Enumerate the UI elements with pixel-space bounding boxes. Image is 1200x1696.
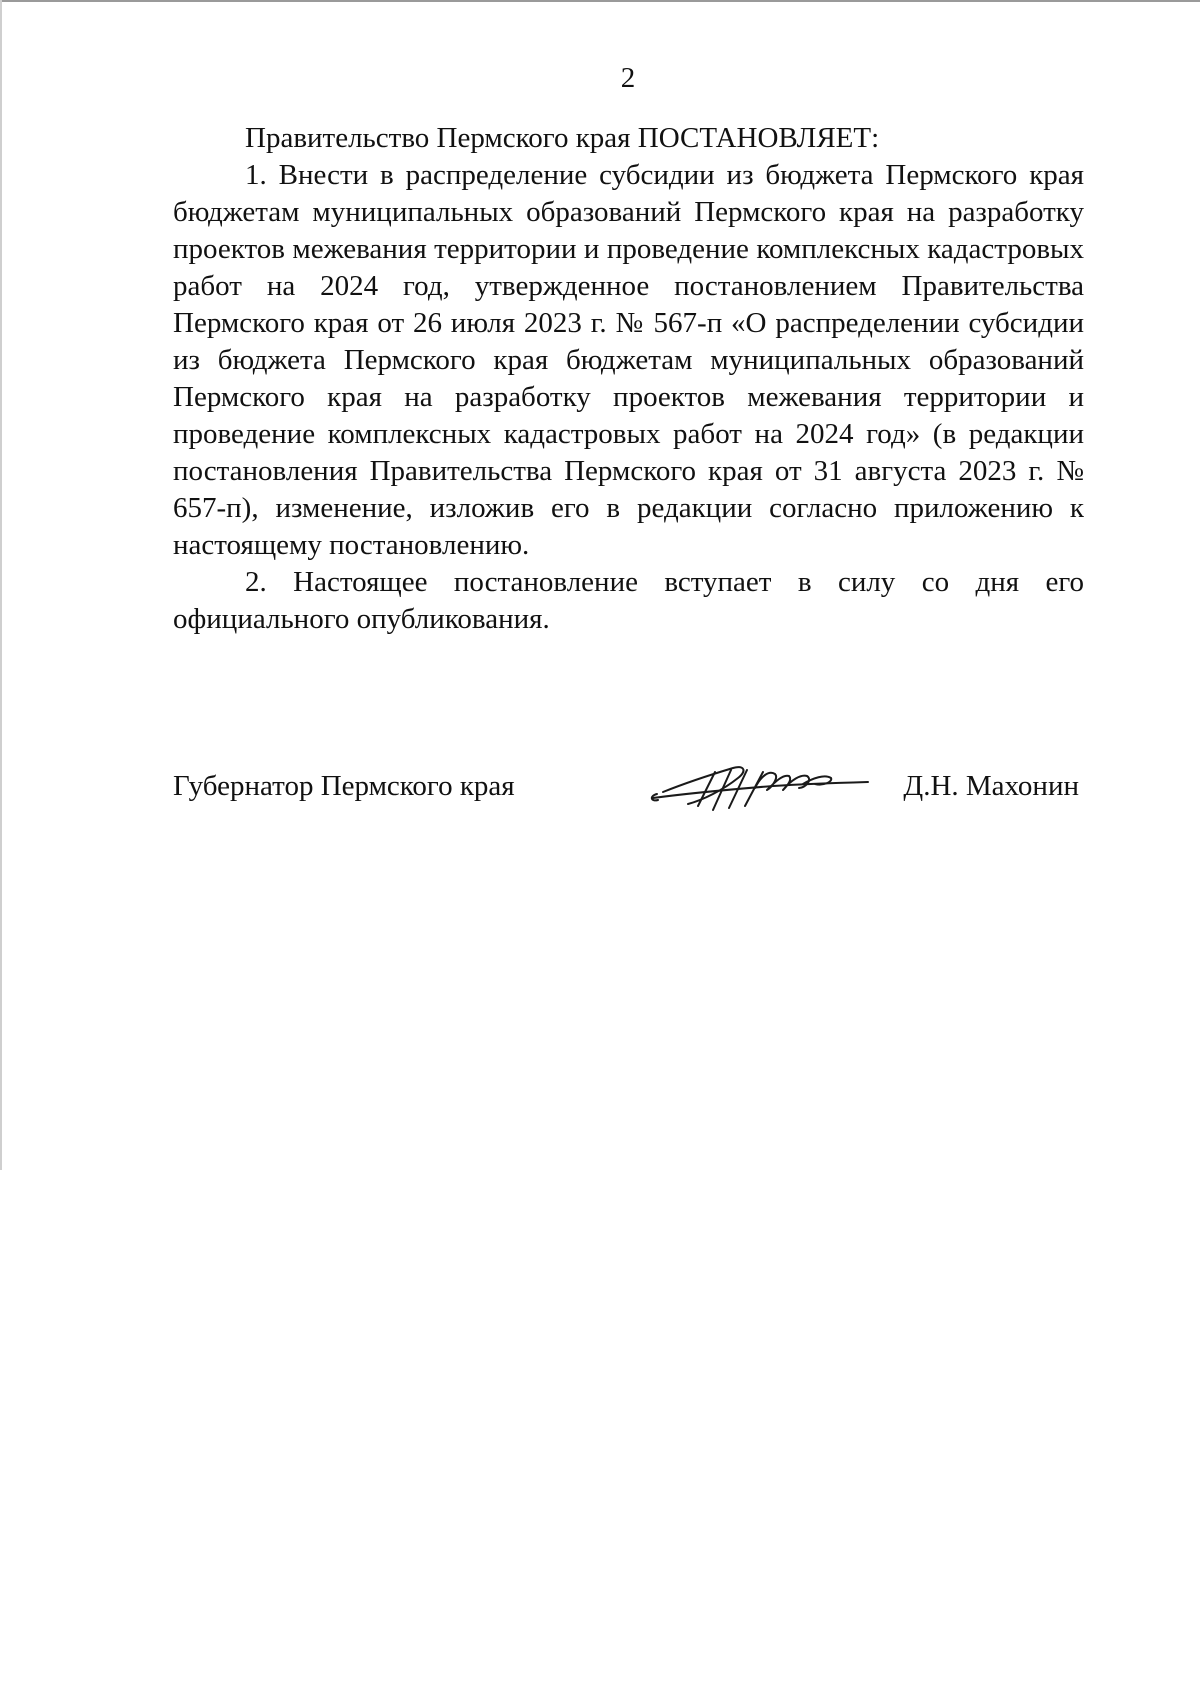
- scan-edge-left: [0, 0, 2, 1170]
- handwritten-signature: [643, 748, 873, 820]
- paragraph-item-1: 1. Внести в распределение субсидии из бюджета Пермского края бюджетам муниципальных образований Пермского края на разработку проектов межевания территории и проведение комплексных кадастровых работ на 2024 год, утвержденное постановлением Правительства Пермского края от 26 июля 2023 г. № 567-п «О распределении субсидии из бюджета Пермского края бюджетам муниципальных образований Пермского края на разработку проектов межевания территории и проведение комплексных кадастровых работ на 2024 год» (в редакции постановления Правительства Пермского края от 31 августа 2023 г. № 657-п), изменение, изложив его в редакции согласно приложению к настоящему постановлению.: [173, 159, 1084, 561]
- signatory-name: Д.Н. Махонин: [903, 770, 1079, 802]
- signature-block: [173, 760, 1084, 820]
- paragraph-item-2: 2. Настоящее постановление вступает в силу со дня его официального опубликования.: [173, 566, 1084, 635]
- signatory-title: Губернатор Пермского края: [173, 770, 515, 802]
- scan-edge-top: [0, 0, 1200, 2]
- preamble-paragraph: Правительство Пермского края ПОСТАНОВЛЯЕТ:: [245, 122, 880, 154]
- document-body: [173, 120, 1084, 638]
- page-number: 2: [620, 62, 636, 94]
